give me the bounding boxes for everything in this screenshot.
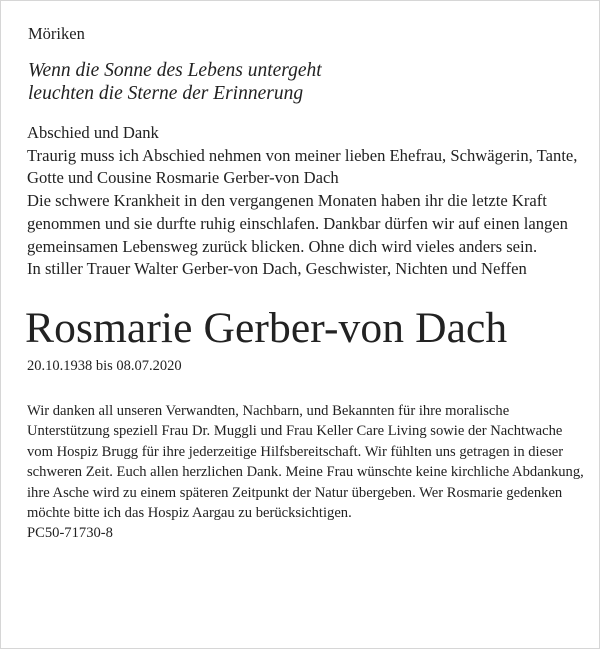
announcement-mourners: In stiller Trauer Walter Gerber-von Dach, Geschwister, Nichten und Neffen <box>27 259 527 279</box>
life-dates: 20.10.1938 bis 08.07.2020 <box>27 357 182 374</box>
motto-line: leuchten die Sterne der Erinnerung <box>28 83 304 104</box>
reference-number: PC50-71730-8 <box>27 525 113 542</box>
motto-line: Wenn die Sonne des Lebens untergeht <box>28 60 322 81</box>
announcement-heading: Abschied und Dank <box>27 123 159 142</box>
thanks-text <box>27 401 585 544</box>
motto-quote <box>28 59 585 105</box>
deceased-name: Rosmarie Gerber-von Dach <box>25 303 508 352</box>
place-name: Möriken <box>28 24 85 43</box>
announcement-body: Traurig muss ich Abschied nehmen von meiner lieben Ehefrau, Schwägerin, Tante, Gotte und Cousine Rosmarie Gerber-von Dach <box>27 145 578 188</box>
announcement-illness: Die schwere Krankheit in den vergangenen Monaten haben ihr die letzte Kraft genommen und sie durfte ruhig einschlafen. Dankbar dürfen wir auf einen langen gemeinsamen Lebensweg zurück blicken. Ohne dich wird vieles anders sein. <box>27 191 568 256</box>
thanks-body: Wir danken all unseren Verwandten, Nachbarn, und Bekannten für ihre moralische Unterstützung speziell Frau Dr. Muggli und Frau Keller Care Living sowie der Nachtwache vom Hospiz Brugg für ihre jederzeitige Hilfsbereitschaft. Wir fühlten uns getragen in dieser schweren Zeit. Euch allen herzlichen Dank. Meine Frau wünschte keine kirchliche Abdankung, ihre Asche wird zu einem späteren Zeitpunkt der Natur übergeben. Wer Rosmarie gedenken möchte bitte ich das Hospiz Aargau zu berücksichtigen. <box>27 402 584 521</box>
announcement-text <box>27 122 585 281</box>
notice-content <box>25 23 585 544</box>
